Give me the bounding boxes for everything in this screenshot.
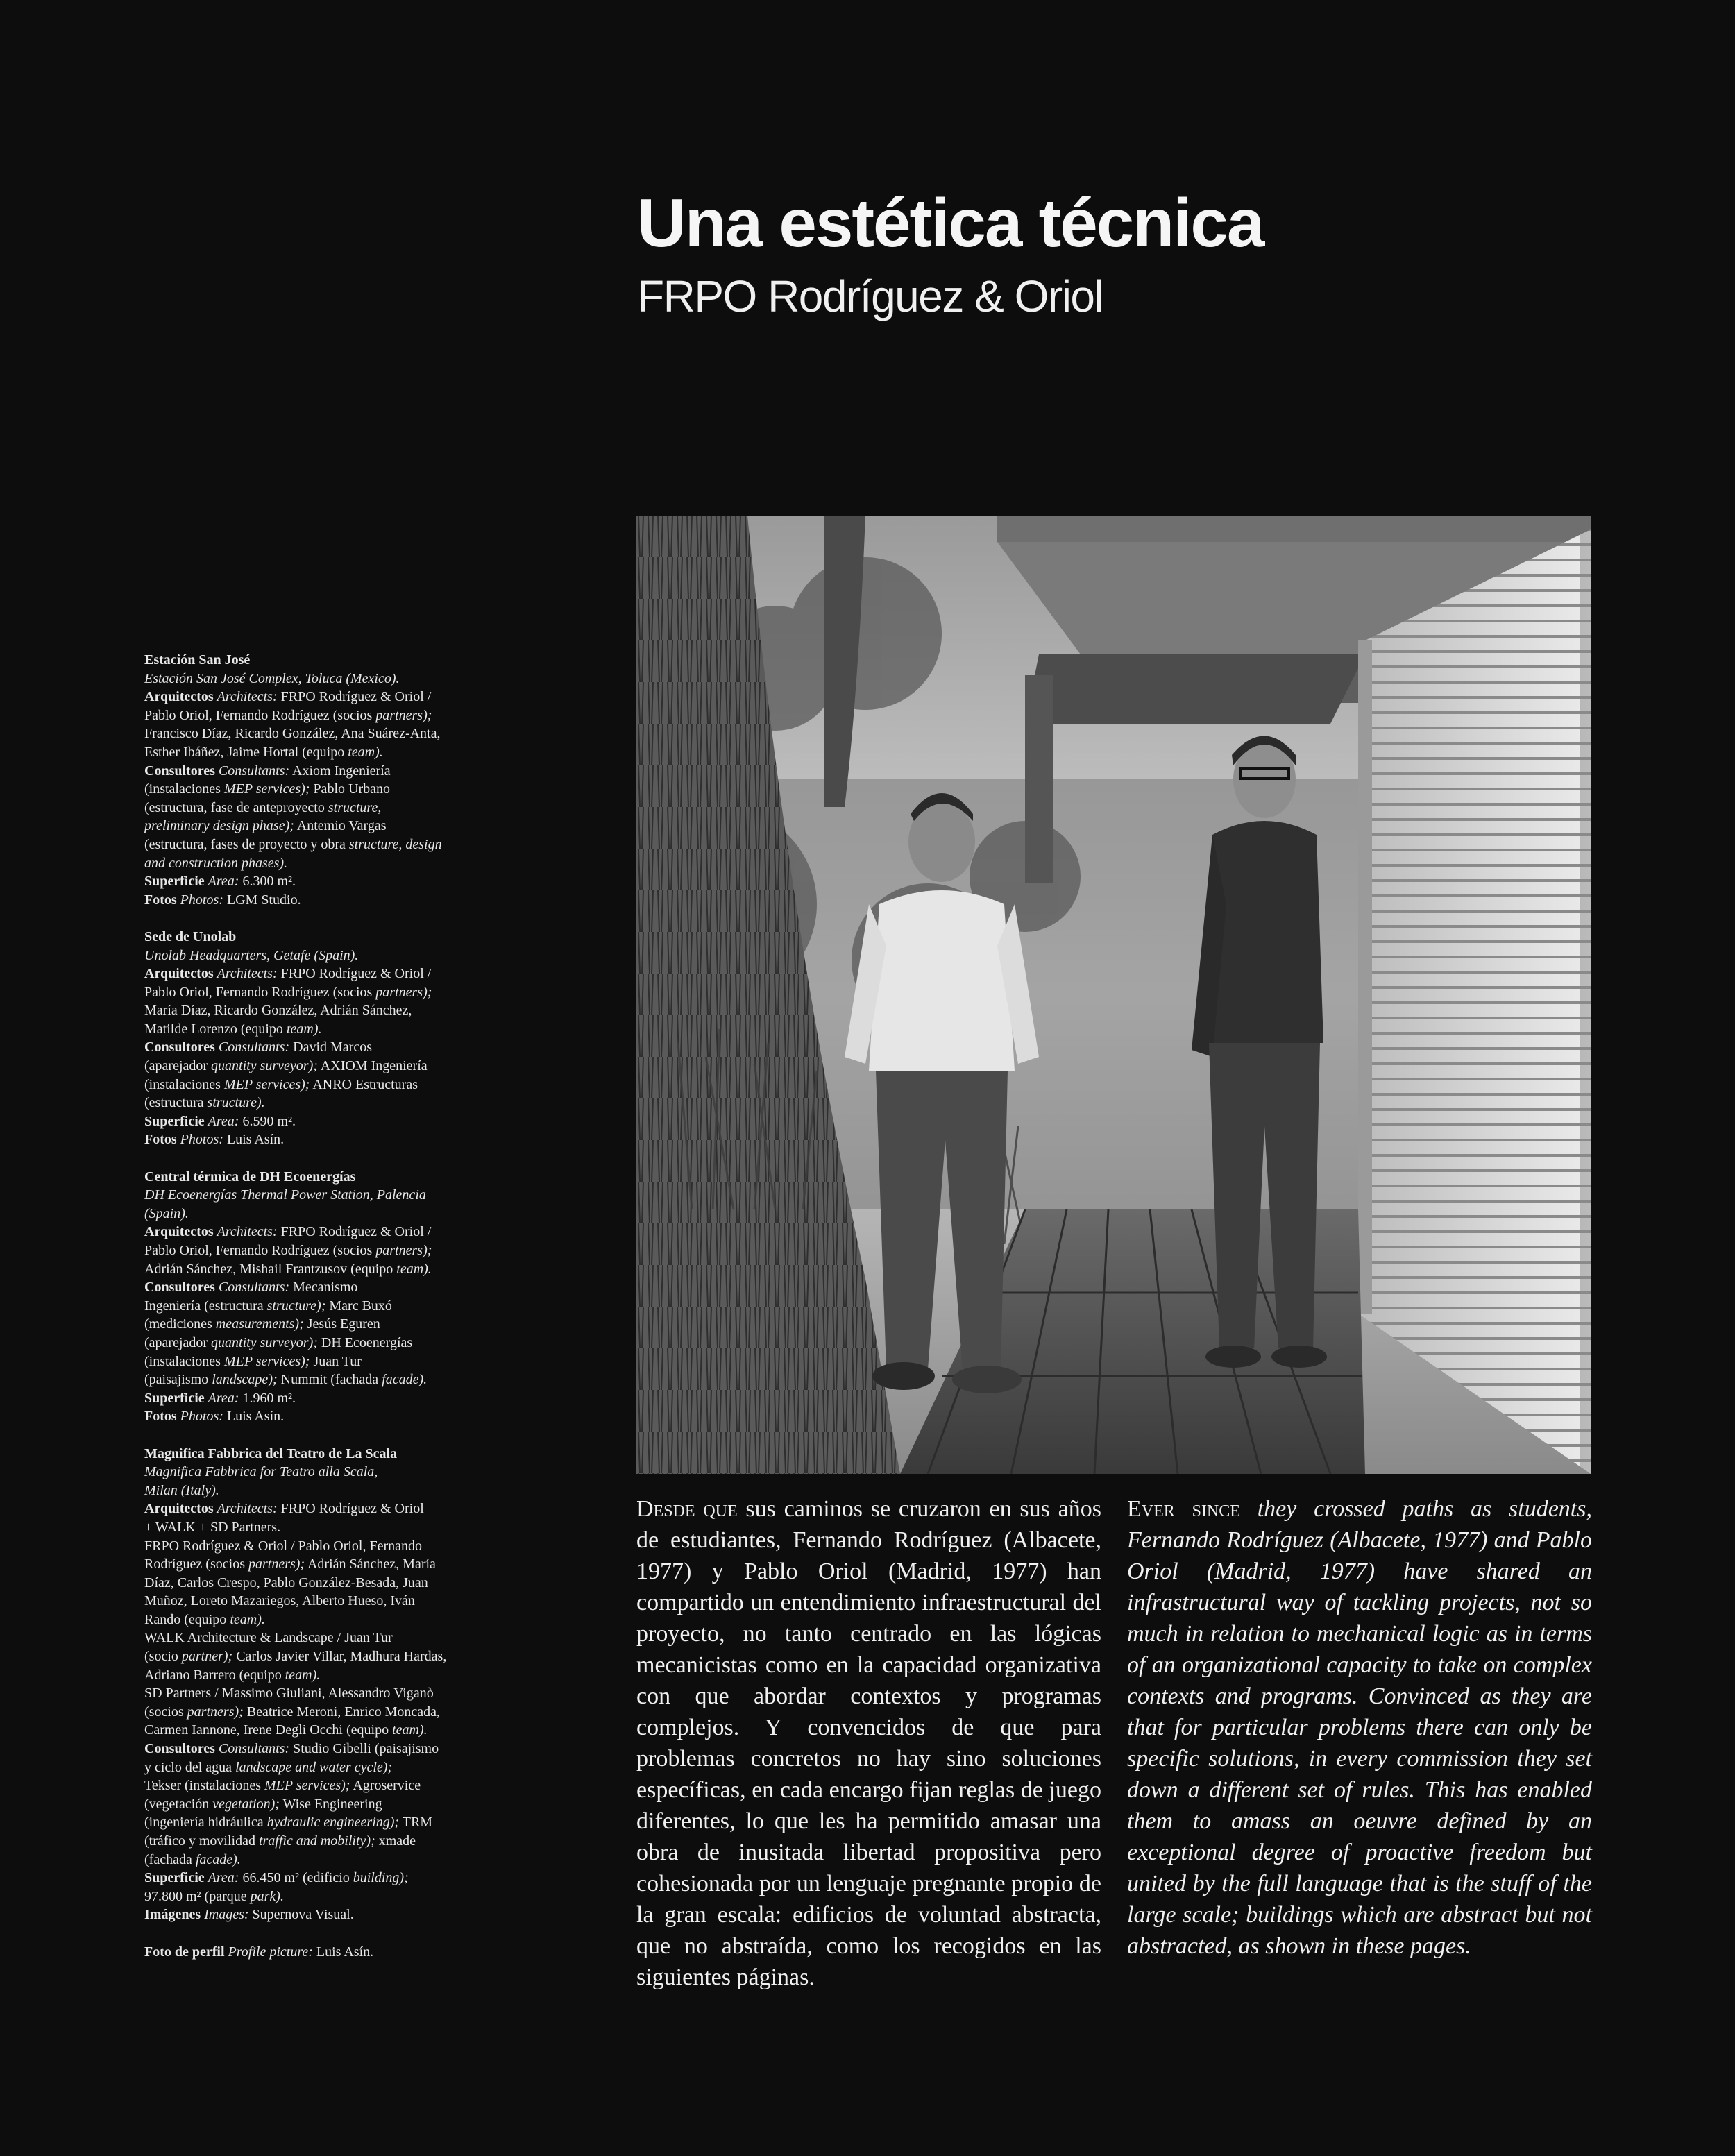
credit-text: Adriano Barrero (equipo	[144, 1667, 285, 1683]
credit-line	[144, 1758, 484, 1777]
credit-text: (socio	[144, 1649, 182, 1665]
credit-translation: MEP services);	[223, 1353, 310, 1369]
credit-label: Fotos	[144, 892, 177, 908]
credit-line	[144, 1260, 484, 1279]
credit-line	[144, 651, 484, 670]
credit-line	[144, 1943, 484, 1962]
credit-line	[144, 706, 484, 725]
credit-translation: traffic and mobility);	[258, 1833, 375, 1849]
credit-block	[144, 1943, 484, 1962]
credit-line	[144, 688, 484, 706]
credit-text: Pablo Oriol, Fernando Rodríguez (socios	[144, 984, 376, 1000]
credit-translation: structure, design	[348, 836, 442, 852]
credit-translation: Architects:	[217, 1224, 278, 1240]
credit-text: Francisco Díaz, Ricardo González, Ana Suárez-Anta,	[144, 726, 441, 742]
credit-line	[144, 1205, 484, 1223]
credit-text: Studio Gibelli (paisajismo	[289, 1741, 439, 1757]
credit-text: Pablo Urbano	[310, 781, 390, 797]
credit-line	[144, 1094, 484, 1112]
credit-text: SD Partners / Massimo Giuliani, Alessandro Viganò	[144, 1686, 434, 1701]
credit-text: (instalaciones	[144, 1076, 224, 1092]
credit-translation: quantity surveyor);	[211, 1334, 318, 1350]
credit-translation: partners);	[187, 1704, 244, 1720]
credit-line	[144, 724, 484, 743]
credit-translation: structure);	[266, 1298, 326, 1314]
credit-text: (estructura	[144, 1095, 208, 1111]
credit-translation: Profile picture:	[228, 1944, 313, 1960]
credit-text: Carlos Javier Villar, Madhura Hardas,	[232, 1649, 447, 1665]
credit-text: (estructura, fase de anteproyecto	[144, 799, 328, 815]
credit-line	[144, 1740, 484, 1758]
credit-translation: (Spain).	[144, 1205, 189, 1221]
credit-text: Luis Asín.	[223, 1409, 285, 1425]
credit-text: 1.960 m².	[239, 1390, 296, 1406]
credit-label: Arquitectos	[144, 1224, 214, 1240]
credit-translation: Photos:	[180, 1409, 223, 1425]
credit-label: Arquitectos	[144, 966, 214, 982]
credit-line	[144, 1297, 484, 1316]
credit-line	[144, 1684, 484, 1703]
credit-text: TRM	[399, 1815, 433, 1831]
credit-label: Central térmica de DH Ecoenergías	[144, 1169, 356, 1185]
credit-text: Díaz, Carlos Crespo, Pablo González-Besada, Juan	[144, 1574, 428, 1590]
article-title: Una estética técnica	[637, 185, 1264, 261]
credit-label: Consultores	[144, 1039, 215, 1055]
credit-line	[144, 1611, 484, 1629]
credit-block	[144, 1445, 484, 1924]
credit-text: Matilde Lorenzo (equipo	[144, 1021, 287, 1037]
credit-translation: Area:	[208, 1113, 239, 1129]
credit-translation: vegetation);	[212, 1796, 280, 1812]
credit-text: David Marcos	[289, 1039, 372, 1055]
credit-text: Luis Asín.	[223, 1132, 285, 1148]
credit-text: FRPO Rodríguez & Oriol / Pablo Oriol, Fernando	[144, 1538, 422, 1554]
credit-label: Consultores	[144, 1280, 215, 1296]
credit-translation: landscape and water cycle);	[235, 1759, 393, 1775]
credit-line	[144, 1869, 484, 1887]
credit-line	[144, 1776, 484, 1795]
credit-line	[144, 1629, 484, 1647]
credit-label: Consultores	[144, 1741, 215, 1757]
credit-text: 66.450 m² (edificio	[239, 1870, 353, 1886]
credit-text: Beatrice Meroni, Enrico Moncada,	[243, 1704, 441, 1720]
credit-line	[144, 1537, 484, 1556]
credit-line	[144, 854, 484, 873]
credit-text: Carmen Iannone, Irene Degli Occhi (equipo	[144, 1722, 393, 1738]
credit-translation: Area:	[208, 1870, 239, 1886]
credit-text: AXIOM Ingeniería	[317, 1058, 428, 1074]
credit-text: (ingeniería hidráulica	[144, 1815, 267, 1831]
credit-text: WALK Architecture & Landscape / Juan Tur	[144, 1630, 393, 1646]
credit-translation: Consultants:	[218, 1039, 290, 1055]
credit-line	[144, 1407, 484, 1426]
credit-text: Rando (equipo	[144, 1611, 230, 1627]
credit-line	[144, 1851, 484, 1869]
credit-translation: partner);	[181, 1649, 233, 1665]
credit-text: Antemio Vargas	[294, 818, 387, 834]
credit-line	[144, 1832, 484, 1851]
credit-translation: building);	[353, 1870, 409, 1886]
credit-label: Superficie	[144, 874, 205, 890]
credit-text: FRPO Rodríguez & Oriol /	[277, 689, 432, 705]
body-text-spanish	[636, 1493, 1101, 1993]
credit-translation: Unolab Headquarters, Getafe (Spain).	[144, 947, 359, 963]
lead-in-english: Ever since	[1127, 1496, 1240, 1522]
credit-translation: Consultants:	[218, 1741, 290, 1757]
credit-line	[144, 1574, 484, 1593]
credit-text: FRPO Rodríguez & Oriol	[277, 1501, 424, 1517]
credit-line	[144, 817, 484, 835]
credit-line	[144, 1500, 484, 1518]
credit-text: Pablo Oriol, Fernando Rodríguez (socios	[144, 1243, 376, 1258]
credit-line	[144, 799, 484, 817]
credit-translation: team).	[230, 1611, 265, 1627]
credit-label: Superficie	[144, 1870, 205, 1886]
credit-line	[144, 1223, 484, 1241]
credit-translation: team).	[348, 744, 383, 760]
credit-text: Pablo Oriol, Fernando Rodríguez (socios	[144, 707, 376, 723]
credit-translation: Estación San José Complex, Toluca (Mexico).	[144, 670, 400, 686]
credit-translation: partners);	[375, 984, 432, 1000]
credit-translation: Area:	[208, 1390, 239, 1406]
credit-line	[144, 762, 484, 781]
credit-text: y ciclo del agua	[144, 1759, 236, 1775]
credit-line	[144, 1795, 484, 1814]
credit-translation: Milan (Italy).	[144, 1482, 219, 1498]
credit-line	[144, 1241, 484, 1260]
credit-line	[144, 1463, 484, 1482]
credit-line	[144, 891, 484, 910]
credit-line	[144, 780, 484, 799]
credit-translation: Images:	[204, 1907, 249, 1923]
credit-label: Superficie	[144, 1390, 205, 1406]
credit-text: (estructura, fases de proyecto y obra	[144, 836, 349, 852]
credit-translation: team).	[396, 1261, 432, 1277]
credit-text: Supernova Visual.	[248, 1907, 354, 1923]
credit-text: + WALK + SD Partners.	[144, 1519, 281, 1535]
credit-translation: MEP services);	[264, 1778, 350, 1794]
credit-text: Adrián Sánchez, María	[305, 1556, 436, 1572]
credit-label: Fotos	[144, 1409, 177, 1425]
credit-text: María Díaz, Ricardo González, Adrián Sánchez,	[144, 1003, 412, 1019]
credit-line	[144, 965, 484, 983]
credit-text: Marc Buxó	[325, 1298, 392, 1314]
credit-line	[144, 1887, 484, 1906]
credit-line	[144, 1518, 484, 1537]
credit-label: Consultores	[144, 763, 215, 779]
credit-translation: structure,	[328, 799, 382, 815]
credit-line	[144, 1482, 484, 1500]
project-credits	[144, 651, 484, 1980]
credit-line	[144, 670, 484, 688]
credit-translation: hydraulic engineering);	[266, 1815, 400, 1831]
credit-translation: Architects:	[217, 689, 278, 705]
credit-translation: partners);	[248, 1556, 305, 1572]
credit-label: Arquitectos	[144, 1501, 214, 1517]
credit-text: 97.800 m² (parque	[144, 1888, 251, 1904]
credit-line	[144, 1721, 484, 1740]
body-english-text: they crossed paths as students, Fernando Rodríguez (Albacete, 1977) and Pablo Oriol (Madrid, 1977) have shared an infrastructural way of tackling projects, not so much in relation to mechanical logic as in terms of an organizational capacity to take on complex contexts and programs. Convinced as they are that for particular problems there can only be specific solutions, in every commission they set down a different set of rules. This has enabled them to amass an oeuvre defined by an exceptional degree of proactive freedom but united by the full language that is the stuff of the large scale; buildings which are abstract but not abstracted, as shown in these pages.	[1127, 1496, 1592, 1959]
credit-text: xmade	[375, 1833, 416, 1849]
credit-translation: landscape);	[212, 1372, 278, 1388]
credit-translation: structure).	[207, 1095, 265, 1111]
credit-text: FRPO Rodríguez & Oriol /	[277, 966, 432, 982]
portrait-photo	[636, 516, 1591, 1474]
credit-line	[144, 1905, 484, 1924]
credit-text: (tráfico y movilidad	[144, 1833, 259, 1849]
credit-text: Axiom Ingeniería	[289, 763, 391, 779]
credit-text: Rodríguez (socios	[144, 1556, 248, 1572]
credit-text: LGM Studio.	[223, 892, 301, 908]
credit-block	[144, 1168, 484, 1426]
credit-translation: partners);	[375, 707, 432, 723]
credit-translation: quantity surveyor);	[211, 1058, 318, 1074]
credit-text: (fachada	[144, 1851, 196, 1867]
credit-translation: facade).	[382, 1372, 428, 1388]
credit-line	[144, 1445, 484, 1463]
credit-text: 6.590 m².	[239, 1113, 296, 1129]
credit-text: Esther Ibáñez, Jaime Hortal (equipo	[144, 744, 348, 760]
credit-line	[144, 1315, 484, 1334]
credit-line	[144, 872, 484, 891]
credit-translation: Consultants:	[218, 763, 290, 779]
credit-line	[144, 1647, 484, 1666]
credit-text: (aparejador	[144, 1058, 212, 1074]
credit-text: Tekser (instalaciones	[144, 1778, 264, 1794]
credit-text: Luis Asín.	[312, 1944, 374, 1960]
credit-text: (paisajismo	[144, 1372, 212, 1388]
credit-line	[144, 1666, 484, 1685]
credit-line	[144, 947, 484, 965]
credit-line	[144, 1370, 484, 1389]
credit-translation: MEP services);	[223, 781, 310, 797]
credit-translation: team).	[286, 1021, 322, 1037]
credit-text: 6.300 m².	[239, 874, 296, 890]
credit-line	[144, 1186, 484, 1205]
credit-line	[144, 1555, 484, 1574]
credit-text: (mediciones	[144, 1316, 216, 1332]
credit-text: Mecanismo	[289, 1280, 358, 1296]
credit-translation: Photos:	[180, 1132, 223, 1148]
credit-line	[144, 1352, 484, 1371]
credit-text: Agroservice	[350, 1778, 421, 1794]
credit-translation: team).	[285, 1667, 321, 1683]
credit-line	[144, 1334, 484, 1352]
credit-label: Imágenes	[144, 1907, 201, 1923]
body-spanish-text: sus caminos se cruzaron en sus años de estudiantes, Fernando Rodríguez (Albacete, 1977) y Pablo Oriol (Madrid, 1977) han compartido un entendimiento infraestructural del proyecto, no tanto centrado en las lógicas mecanicistas como en la capacidad organizativa con que abordar contextos y programas complejos. Y convencidos de que para problemas concretos no hay sino soluciones específicas, en cada encargo fijan reglas de juego diferentes, lo que les ha permitido amasar una obra de inusitada libertad propositiva pero cohesionada por un lenguaje pregnante propio de la gran escala: edificios de voluntad abstracta, que no abstraída, como los recogidos en las siguientes páginas.	[636, 1496, 1101, 1990]
credit-label: Superficie	[144, 1113, 205, 1129]
credit-line	[144, 1020, 484, 1039]
credit-line	[144, 1001, 484, 1020]
credit-line	[144, 743, 484, 762]
credit-translation: Architects:	[217, 966, 278, 982]
body-text-english	[1127, 1493, 1592, 1962]
credit-line	[144, 1038, 484, 1057]
credit-line	[144, 835, 484, 854]
credit-text: Adrián Sánchez, Mishail Frantzusov (equipo	[144, 1261, 397, 1277]
credit-line	[144, 1168, 484, 1187]
credit-translation: Magnifica Fabbrica for Teatro alla Scala,	[144, 1464, 378, 1480]
credit-translation: Consultants:	[218, 1280, 290, 1296]
credit-text: Muñoz, Loreto Mazariegos, Alberto Hueso, Iván	[144, 1593, 415, 1609]
credit-label: Foto de perfil	[144, 1944, 225, 1960]
credit-text: (aparejador	[144, 1334, 212, 1350]
credit-translation: preliminary design phase);	[144, 818, 294, 834]
credit-text: ANRO Estructuras	[310, 1076, 418, 1092]
credit-text: Ingeniería (estructura	[144, 1298, 267, 1314]
credit-label: Sede de Unolab	[144, 928, 237, 944]
credit-line	[144, 983, 484, 1002]
article-subtitle: FRPO Rodríguez & Oriol	[637, 271, 1103, 321]
credit-text: (instalaciones	[144, 1353, 224, 1369]
credit-line	[144, 1130, 484, 1149]
credit-line	[144, 1112, 484, 1131]
credit-text: (instalaciones	[144, 781, 224, 797]
credit-translation: DH Ecoenergías Thermal Power Station, Palencia	[144, 1187, 426, 1203]
credit-line	[144, 1813, 484, 1832]
credit-translation: partners);	[375, 1243, 432, 1258]
credit-text: Wise Engineering	[279, 1796, 382, 1812]
credit-line	[144, 1389, 484, 1408]
credit-line	[144, 1076, 484, 1094]
credit-line	[144, 1592, 484, 1611]
credit-text: (socios	[144, 1704, 187, 1720]
credit-label: Fotos	[144, 1132, 177, 1148]
credit-text: DH Ecoenergías	[317, 1334, 413, 1350]
credit-label: Arquitectos	[144, 689, 214, 705]
credit-translation: and construction phases).	[144, 855, 288, 871]
credit-block	[144, 651, 484, 909]
credit-block	[144, 928, 484, 1149]
credit-text: Juan Tur	[310, 1353, 362, 1369]
credit-text: Jesús Eguren	[303, 1316, 380, 1332]
credit-label: Estación San José	[144, 652, 251, 668]
credit-text: Nummit (fachada	[277, 1372, 382, 1388]
credit-text: (vegetación	[144, 1796, 213, 1812]
credit-translation: MEP services);	[223, 1076, 310, 1092]
credit-label: Magnifica Fabbrica del Teatro de La Scala	[144, 1445, 398, 1461]
credit-line	[144, 1278, 484, 1297]
credit-line	[144, 1703, 484, 1722]
credit-translation: Area:	[208, 874, 239, 890]
credit-translation: team).	[392, 1722, 428, 1738]
credit-text: FRPO Rodríguez & Oriol /	[277, 1224, 432, 1240]
lead-in-spanish: Desde que	[636, 1496, 738, 1522]
credit-line	[144, 928, 484, 947]
credit-translation: Photos:	[180, 892, 223, 908]
credit-translation: park).	[250, 1888, 284, 1904]
credit-line	[144, 1057, 484, 1076]
credit-translation: measurements);	[215, 1316, 304, 1332]
credit-translation: Architects:	[217, 1501, 278, 1517]
credit-translation: facade).	[195, 1851, 241, 1867]
